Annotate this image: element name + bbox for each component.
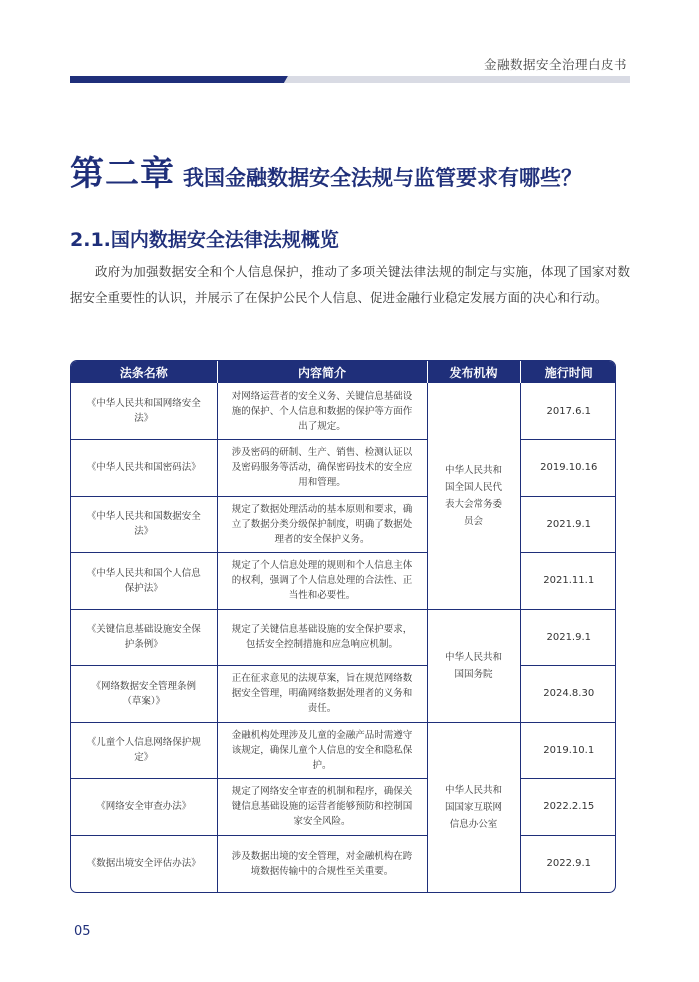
effective-date: 2021.9.1 <box>520 496 616 553</box>
chapter-title: 我国金融数据安全法规与监管要求有哪些？ <box>183 166 582 190</box>
effective-date: 2017.6.1 <box>520 383 616 440</box>
table-row <box>71 383 616 440</box>
table-row <box>71 779 616 836</box>
chapter-heading <box>70 146 582 195</box>
header-law-name: 法条名称 <box>71 361 217 383</box>
table-row <box>71 835 616 892</box>
law-summary: 涉及数据出境的安全管理，对金融机构在跨境数据传输中的合规性至关重要。 <box>217 835 427 892</box>
chapter-number: 第二章 <box>70 154 175 194</box>
page-number: 05 <box>74 924 91 939</box>
header-effective-date: 施行时间 <box>520 361 616 383</box>
issuer: 中华人民共和国全国人民代表大会常务委员会 <box>427 383 520 609</box>
table-row <box>71 553 616 610</box>
law-name: 《网络数据安全管理条例（草案）》 <box>71 666 217 723</box>
law-name: 《网络安全审查办法》 <box>71 779 217 836</box>
law-name: 《儿童个人信息网络保护规定》 <box>71 722 217 779</box>
header-bar <box>70 76 630 83</box>
law-name: 《数据出境安全评估办法》 <box>71 835 217 892</box>
effective-date: 2022.2.15 <box>520 779 616 836</box>
law-name: 《中华人民共和国个人信息保护法》 <box>71 553 217 610</box>
law-summary: 涉及密码的研制、生产、销售、检测认证以及密码服务等活动，确保密码技术的安全应用和管理。 <box>217 440 427 497</box>
issuer: 中华人民共和国国家互联网信息办公室 <box>427 722 520 892</box>
header-title: 金融数据安全治理白皮书 <box>483 57 627 72</box>
law-summary: 规定了网络安全审查的机制和程序，确保关键信息基础设施的运营者能够预防和控制国家安全风险。 <box>217 779 427 836</box>
intro-paragraph: 政府为加强数据安全和个人信息保护，推动了多项关键法律法规的制定与实施，体现了国家对数据安全重要性的认识，并展示了在保护公民个人信息、促进金融行业稳定发展方面的决心和行动。 <box>70 264 630 305</box>
section-title: 2.1.国内数据安全法律法规概览 <box>70 229 339 251</box>
law-name: 《中华人民共和国数据安全法》 <box>71 496 217 553</box>
effective-date: 2021.9.1 <box>520 609 616 666</box>
law-name: 《中华人民共和国网络安全法》 <box>71 383 217 440</box>
law-summary: 正在征求意见的法规草案，旨在规范网络数据安全管理，明确网络数据处理者的义务和责任。 <box>217 666 427 723</box>
law-name: 《关键信息基础设施安全保护条例》 <box>71 609 217 666</box>
law-name: 《中华人民共和国密码法》 <box>71 440 217 497</box>
law-summary: 规定了个人信息处理的规则和个人信息主体的权利，强调了个人信息处理的合法性、正当性和必要性。 <box>217 553 427 610</box>
issuer: 中华人民共和国国务院 <box>427 609 520 722</box>
effective-date: 2022.9.1 <box>546 858 592 869</box>
table-row <box>71 666 616 723</box>
table-row <box>71 440 616 497</box>
effective-date: 2024.8.30 <box>520 666 616 723</box>
effective-date: 2019.10.16 <box>520 440 616 497</box>
header-issuer: 发布机构 <box>427 361 520 383</box>
table-row <box>71 722 616 779</box>
law-summary: 规定了数据处理活动的基本原则和要求，确立了数据分类分级保护制度，明确了数据处理者的安全保护义务。 <box>217 496 427 553</box>
effective-date: 2021.11.1 <box>520 553 616 610</box>
header-summary: 内容简介 <box>217 361 427 383</box>
laws-table <box>70 360 616 893</box>
law-summary: 规定了关键信息基础设施的安全保护要求，包括安全控制措施和应急响应机制。 <box>217 609 427 666</box>
effective-date: 2019.10.1 <box>520 722 616 779</box>
table-row <box>71 496 616 553</box>
law-summary: 对网络运营者的安全义务、关键信息基础设施的保护、个人信息和数据的保护等方面作出了规定。 <box>217 383 427 440</box>
table-row <box>71 609 616 666</box>
law-summary: 金融机构处理涉及儿童的金融产品时需遵守该规定，确保儿童个人信息的安全和隐私保护。 <box>217 722 427 779</box>
